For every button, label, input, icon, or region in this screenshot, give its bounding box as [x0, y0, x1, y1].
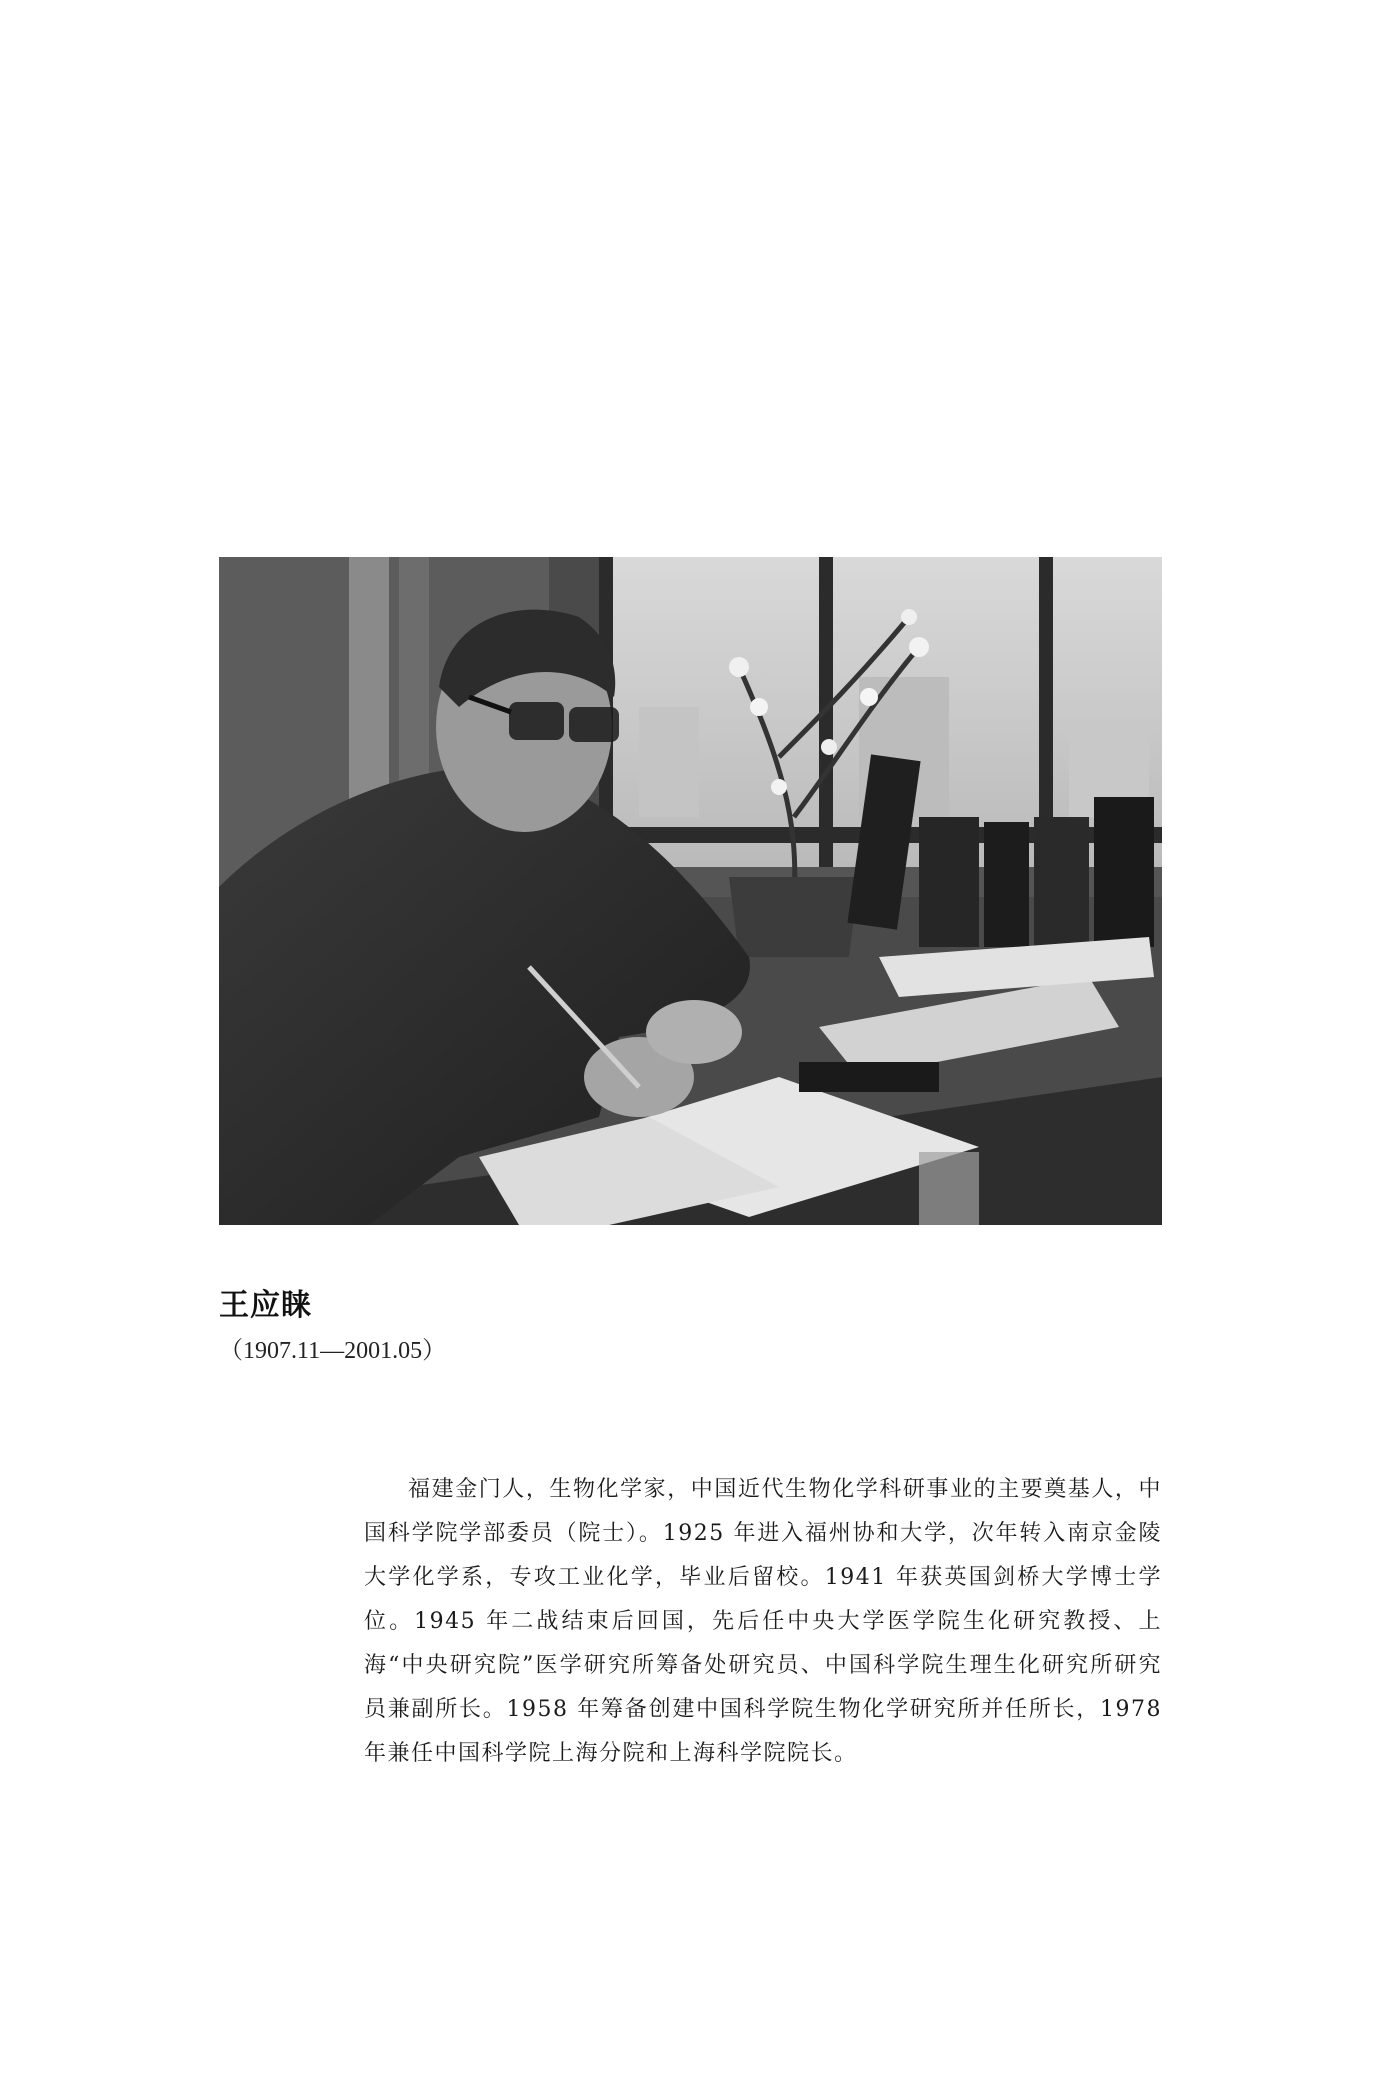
- portrait-photo: [219, 557, 1162, 1225]
- person-name: 王应睐: [219, 1288, 312, 1323]
- person-life-dates: （1907.11—2001.05）: [219, 1338, 447, 1364]
- person-biography: 福建金门人，生物化学家，中国近代生物化学科研事业的主要奠基人，中国科学院学部委员（院士）。1925 年进入福州协和大学，次年转入南京金陵大学化学系，专攻工业化学，毕业后留校。1941 年获英国剑桥大学博士学位。1945 年二战结束后回国，先后任中央大学医学院生化研究教授、上海“中央研究院”医学研究所筹备处研究员、中国科学院生理生化研究所研究员兼副所长。1958 年筹备创建中国科学院生物化学研究所并任所长，1978 年兼任中国科学院上海分院和上海科学院院长。: [364, 1477, 1162, 1766]
- portrait-photo-illustration: [219, 557, 1162, 1225]
